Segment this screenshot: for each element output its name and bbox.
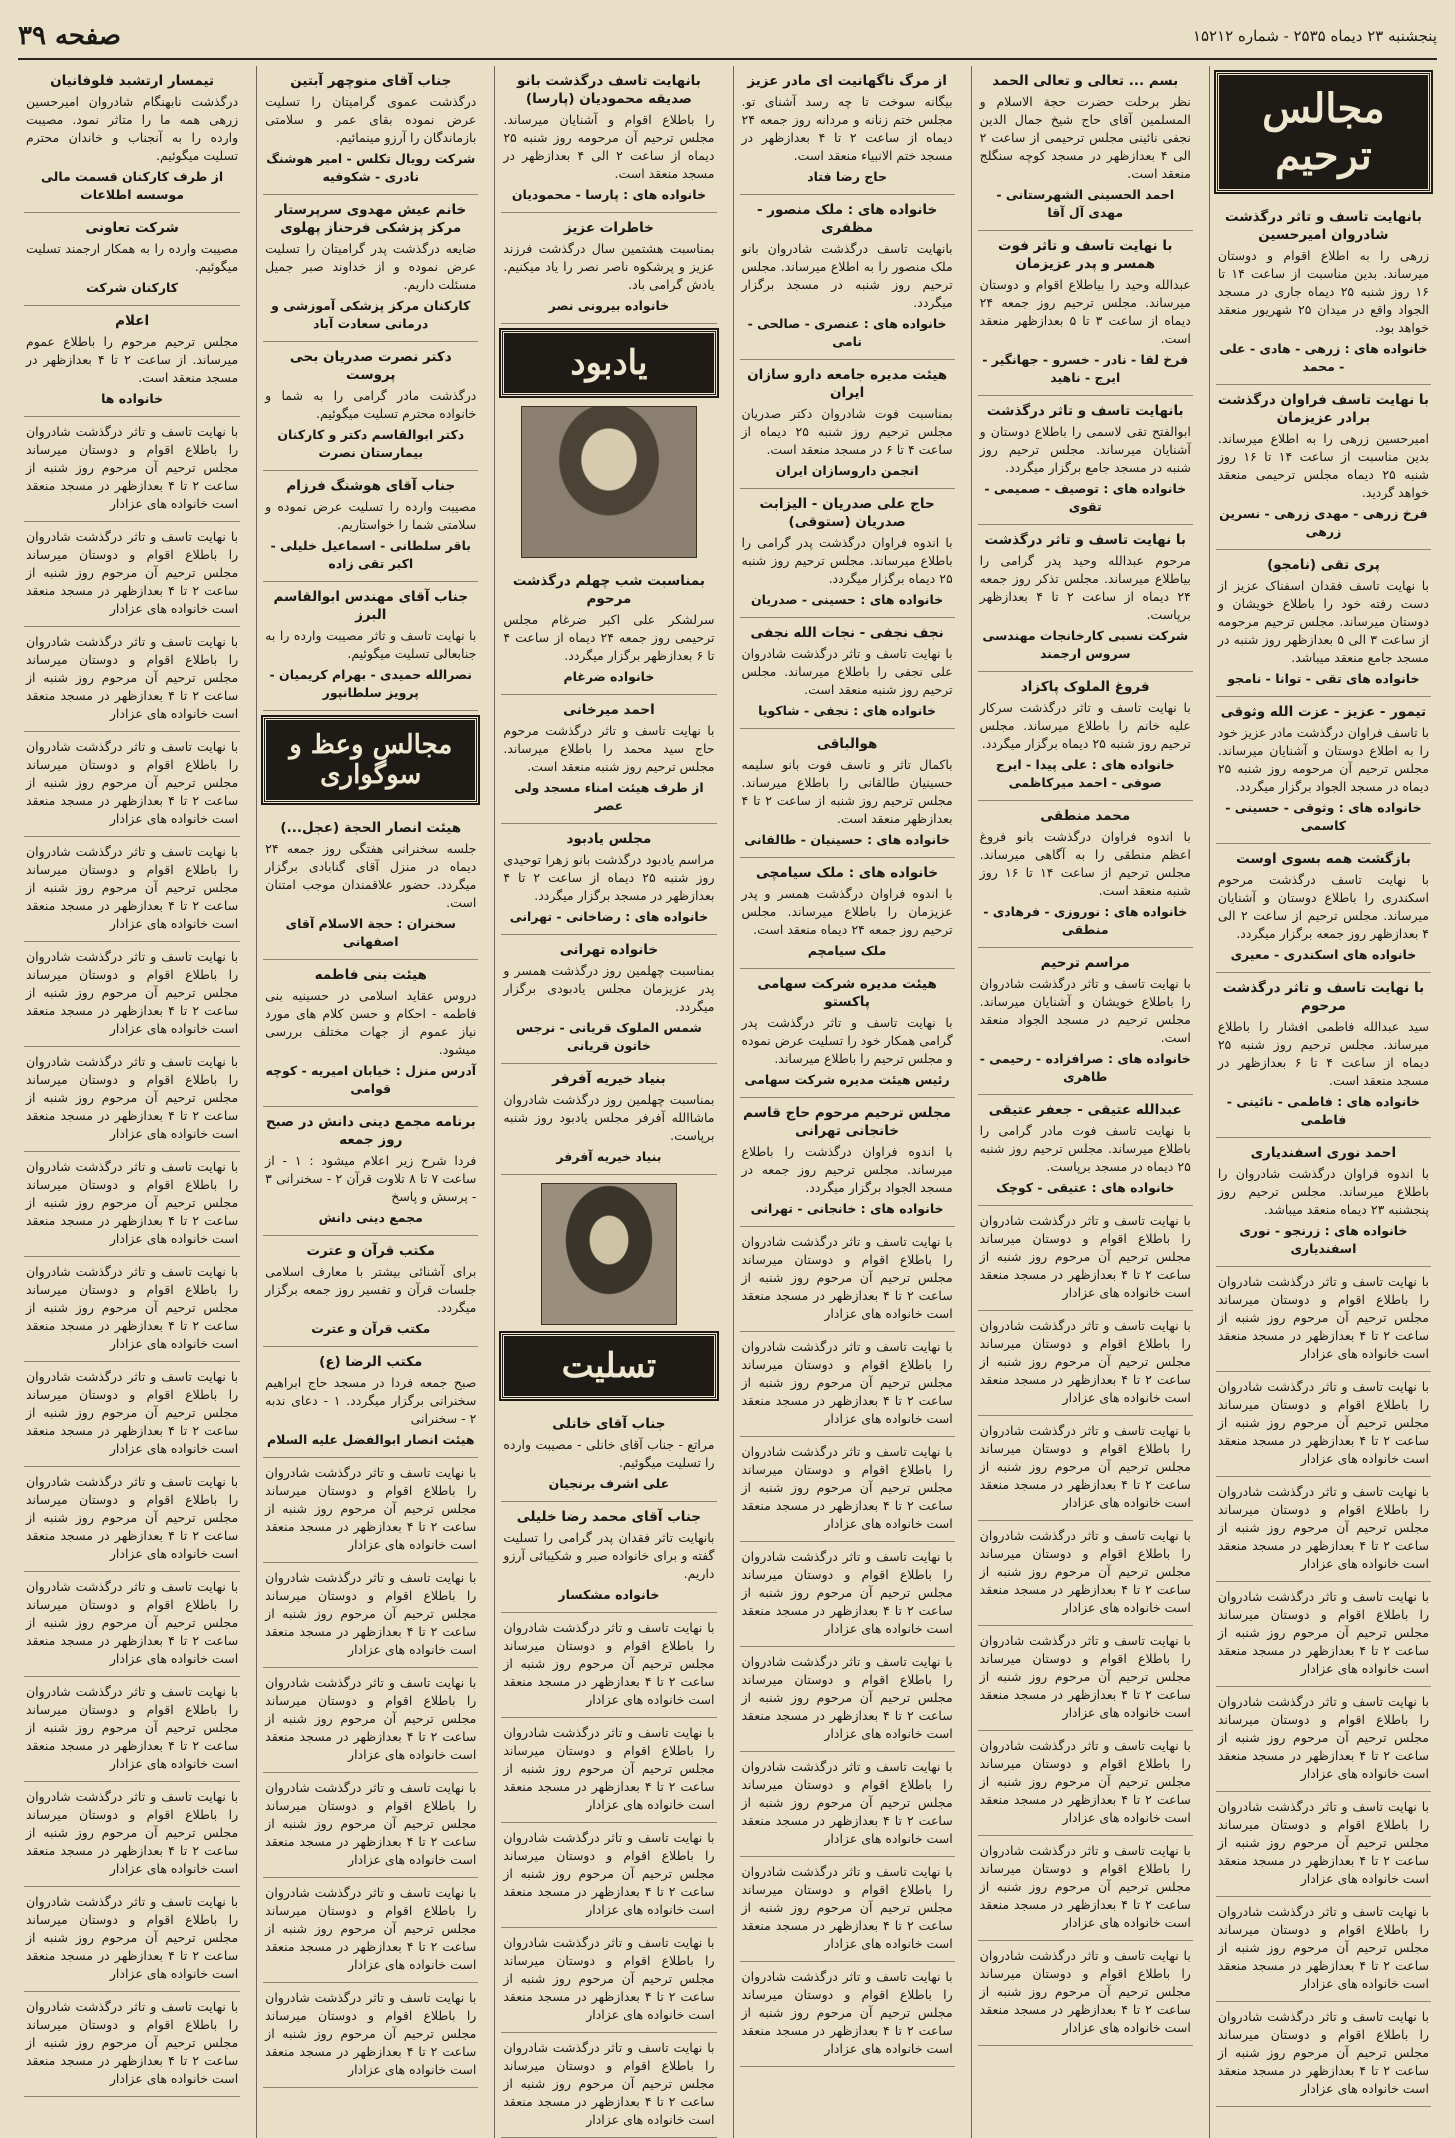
obituary-notice — [263, 342, 478, 471]
obituary-notice — [1216, 973, 1431, 1138]
notice-signature: خانواده بیرونی نصر — [548, 298, 670, 313]
notice-heading: با نهایت تاسف و تاثر فوت همسر و پدر عزیزمان — [998, 238, 1173, 272]
notice-heading: احمد نوری اسفندیاری — [1250, 1145, 1397, 1161]
filler-notice: با نهایت تاسف و تاثر درگذشت شادروان را باطلاع اقوام و دوستان میرساند مجلس ترحیم آن مرحوم روز شنبه از ساعت ۲ تا ۴ بعدازظهر در مسجد منعقد است خانواده های عزادار — [501, 1823, 716, 1928]
notice-heading: خانواده های : ملک سیامچی — [756, 865, 939, 881]
newspaper-page — [18, 14, 1437, 2127]
notice-body: سرلشکر علی اکبر ضرغام مجلس ترحیمی روز جمعه ۲۴ دیماه از ساعت ۴ تا ۶ بعدازظهر برگزار میگردد. — [503, 612, 715, 663]
notice-heading: هوالباقی — [816, 736, 878, 752]
notice-signature: خانواده های : رضاخانی - تهرانی — [509, 909, 709, 924]
notice-heading: جناب آقای مهندس ابوالقاسم البرز — [273, 589, 469, 623]
notice-signature: خانواده های : حسینیان - طالقانی — [744, 832, 950, 847]
obituary-notice — [263, 813, 478, 960]
section-title-majales-tarhim: مجالس ترحیم — [1216, 72, 1431, 192]
notice-list — [263, 66, 478, 711]
obituary-notice — [1216, 1138, 1431, 1267]
obituary-notice — [263, 960, 478, 1107]
filler-notice: با نهایت تاسف و تاثر درگذشت شادروان را باطلاع اقوام و دوستان میرساند مجلس ترحیم آن مرحوم روز شنبه از ساعت ۲ تا ۴ بعدازظهر در مسجد منعقد است خانواده های عزادار — [24, 1257, 240, 1362]
notice-signature: خانواده های : عنصری - صالحی - نامی — [747, 316, 947, 349]
filler-notice: با نهایت تاسف و تاثر درگذشت شادروان را باطلاع اقوام و دوستان میرساند مجلس ترحیم آن مرحوم روز شنبه از ساعت ۲ تا ۴ بعدازظهر در مسجد منعقد است خانواده های عزادار — [978, 1311, 1193, 1416]
notice-list — [24, 66, 240, 417]
filler-notice: با نهایت تاسف و تاثر درگذشت شادروان را باطلاع اقوام و دوستان میرساند مجلس ترحیم آن مرحوم روز شنبه از ساعت ۲ تا ۴ بعدازظهر در مسجد منعقد است خانواده های عزادار — [24, 837, 240, 942]
notice-body: با اندوه فراوان درگذشت را باطلاع میرساند. مجلس ترحیم روز جمعه در مسجد الجواد برگزار میگردد. — [741, 1144, 953, 1195]
notice-body: مرحوم عبدالله وحید پدر گرامی را بیاطلاع میرساند. مجلس تذکر روز جمعه ۲۴ دیماه از ساعت ۲ تا ۴ بعدازظهر برپاست. — [979, 553, 1191, 622]
notice-body: زرهی را به اطلاع اقوام و دوستان میرساند. بدین مناسبت از ساعت ۱۴ تا ۱۶ روز شنبه ۲۵ دیماه جاری در مسجد الجواد واقع در میدان ۲۵ شهریور منعقد خواهد بود. — [1217, 248, 1429, 335]
notice-heading: هیئت مدیره شرکت سهامی پاکستو — [757, 976, 937, 1010]
notice-signature: شمس الملوک قریانی - نرجس خاتون قریانی — [515, 1020, 702, 1053]
notice-heading: احمد میرخانی — [563, 702, 655, 718]
filler-notice: با نهایت تاسف و تاثر درگذشت شادروان را باطلاع اقوام و دوستان میرساند مجلس ترحیم آن مرحوم روز شنبه از ساعت ۲ تا ۴ بعدازظهر در مسجد منعقد است خانواده های عزادار — [24, 1047, 240, 1152]
notice-body: با اندوه فراوان درگذشت بانو فروغ اعظم منطقی را به آگاهی میرساند. مجلس ترحیم از ساعت ۱۴ تا ۱۶ روز شنبه منعقد است. — [979, 829, 1191, 898]
obituary-notice — [263, 1236, 478, 1347]
notice-body: بمناسبت هشتمین سال درگذشت فرزند عزیز و پرشکوه ناصر نصر را یاد میکنیم. یادش گرامی باد. — [503, 241, 715, 292]
column-1 — [1209, 66, 1437, 2138]
notice-heading: محمد منطقی — [1040, 808, 1131, 824]
notice-signature: خانواده های : زرنجو - نوری اسفندیاری — [1239, 1223, 1408, 1256]
notice-signature: خانواده های : توصیف - صمیمی - تقوی — [984, 481, 1187, 514]
filler-notice: با نهایت تاسف و تاثر درگذشت شادروان را باطلاع اقوام و دوستان میرساند مجلس ترحیم آن مرحوم روز شنبه از ساعت ۲ تا ۴ بعدازظهر در مسجد منعقد است خانواده های عزادار — [1216, 1267, 1431, 1372]
notice-heading: مجلس ترحیم مرحوم حاج قاسم خانجانی تهرانی — [743, 1105, 952, 1139]
obituary-notice — [501, 213, 716, 324]
notice-body: امیرحسین زرهی را به اطلاع میرساند. بدین مناسبت از ساعت ۱۴ تا ۱۶ روز شنبه ۲۵ دیماه مجلس ترحیمی منعقد خواهد گردید. — [1217, 431, 1429, 500]
filler-notice: با نهایت تاسف و تاثر درگذشت شادروان را باطلاع اقوام و دوستان میرساند مجلس ترحیم آن مرحوم روز شنبه از ساعت ۲ تا ۴ بعدازظهر در مسجد منعقد است خانواده های عزادار — [740, 1962, 955, 2067]
notice-signature: شرکت رویال تکلس - امیر هوشنگ نادری - شکوفیه — [266, 151, 476, 184]
filler-notice: با نهایت تاسف و تاثر درگذشت شادروان را باطلاع اقوام و دوستان میرساند مجلس ترحیم آن مرحوم روز شنبه از ساعت ۲ تا ۴ بعدازظهر در مسجد منعقد است خانواده های عزادار — [24, 1572, 240, 1677]
notice-list — [978, 66, 1193, 1206]
notice-heading: فروغ الملوک پاکزاد — [1020, 679, 1150, 695]
filler-notice: با نهایت تاسف و تاثر درگذشت شادروان را باطلاع اقوام و دوستان میرساند مجلس ترحیم آن مرحوم روز شنبه از ساعت ۲ تا ۴ بعدازظهر در مسجد منعقد است خانواده های عزادار — [978, 1206, 1193, 1311]
obituary-notice — [740, 1098, 955, 1227]
notice-body: درگذشت مادر گرامی را به شما و خانواده محترم تسلیت میگوئیم. — [265, 388, 477, 421]
notice-body: بیگانه سوخت تا چه رسد آشنای تو. مجلس ختم زنانه و مردانه روز جمعه ۲۴ دیماه از ساعت ۲ تا ۴ بعدازظهر در مسجد ختم الانبیاء منعقد است. — [741, 94, 953, 163]
portrait-photo — [541, 1183, 676, 1325]
filler-notice: با نهایت تاسف و تاثر درگذشت شادروان را باطلاع اقوام و دوستان میرساند مجلس ترحیم آن مرحوم روز شنبه از ساعت ۲ تا ۴ بعدازظهر در مسجد منعقد است خانواده های عزادار — [740, 1647, 955, 1752]
filler-notice: با نهایت تاسف و تاثر درگذشت شادروان را باطلاع اقوام و دوستان میرساند مجلس ترحیم آن مرحوم روز شنبه از ساعت ۲ تا ۴ بعدازظهر در مسجد منعقد است خانواده های عزادار — [1216, 1372, 1431, 1477]
filler-notice: با نهایت تاسف و تاثر درگذشت شادروان را باطلاع اقوام و دوستان میرساند مجلس ترحیم آن مرحوم روز شنبه از ساعت ۲ تا ۴ بعدازظهر در مسجد منعقد است خانواده های عزادار — [501, 1718, 716, 1823]
notice-signature: دکتر ابوالقاسم دکتر و کارکنان بیمارستان نصرت — [277, 427, 465, 460]
notice-body: با تاسف فراوان درگذشت مادر عزیز خود را به اطلاع دوستان و آشنایان میرساند. مجلس ترحیم آن مرحومه روز شنبه ۲۵ دیماه در مسجد الجواد برگزار میگردد. — [1217, 725, 1429, 794]
obituary-notice — [740, 66, 955, 195]
notice-heading: خانواده های : ملک منصور - مظفری — [756, 202, 938, 236]
filler-notice: با نهایت تاسف و تاثر درگذشت شادروان را باطلاع اقوام و دوستان میرساند مجلس ترحیم آن مرحوم روز شنبه از ساعت ۲ تا ۴ بعدازظهر در مسجد منعقد است خانواده های عزادار — [740, 1857, 955, 1962]
obituary-notice — [978, 672, 1193, 801]
notice-body: جلسه سخنرانی هفتگی روز جمعه ۲۴ دیماه در منزل آقای گنابادی برگزار میگردد. حضور علاقمندان موجب امتنان است. — [265, 841, 477, 910]
obituary-notice — [501, 1409, 716, 1502]
portrait-photo — [521, 406, 696, 558]
obituary-notice — [1216, 697, 1431, 844]
notice-signature: فرخ زرهی - مهدی زرهی - نسرین زرهی — [1219, 506, 1428, 539]
filler-notice: با نهایت تاسف و تاثر درگذشت شادروان را باطلاع اقوام و دوستان میرساند مجلس ترحیم آن مرحوم روز شنبه از ساعت ۲ تا ۴ بعدازظهر در مسجد منعقد است خانواده های عزادار — [24, 1992, 240, 2097]
obituary-notice — [1216, 550, 1431, 697]
notice-heading: با نهایت تاسف و تاثر درگذشت مرحوم — [1222, 980, 1425, 1014]
notice-signature: شرکت نسبی کارخانجات مهندسی سروس ارجمند — [982, 628, 1189, 661]
notice-signature: کارکنان مرکز پزشکی آموزشی و درمانی سعادت آباد — [271, 298, 471, 331]
column-3 — [733, 66, 961, 2138]
obituary-notice — [501, 695, 716, 824]
notice-signature: خانواده های : علی پیدا - ایرج صوفی - احمد میرکاظمی — [995, 757, 1175, 790]
notice-body: با نهایت تاسف فقدان اسفناک عزیز از دست رفته خود را باطلاع خویشان و دوستان میرساند. مجلس ترحیم مرحومه از ساعت ۳ الی ۵ بعدازظهر روز شنبه در مسجد جامع منعقد میباشد. — [1217, 578, 1429, 665]
obituary-notice — [978, 231, 1193, 396]
obituary-notice — [740, 729, 955, 858]
filler-notice: با نهایت تاسف و تاثر درگذشت شادروان را باطلاع اقوام و دوستان میرساند مجلس ترحیم آن مرحوم روز شنبه از ساعت ۲ تا ۴ بعدازظهر در مسجد منعقد است خانواده های عزادار — [740, 1332, 955, 1437]
filler-notice: با نهایت تاسف و تاثر درگذشت شادروان را باطلاع اقوام و دوستان میرساند مجلس ترحیم آن مرحوم روز شنبه از ساعت ۲ تا ۴ بعدازظهر در مسجد منعقد است خانواده های عزادار — [740, 1752, 955, 1857]
notice-signature: احمد الحسینی الشهرستانی - مهدی آل آقا — [996, 187, 1175, 220]
filler-notice: با نهایت تاسف و تاثر درگذشت شادروان را باطلاع اقوام و دوستان میرساند مجلس ترحیم آن مرحوم روز شنبه از ساعت ۲ تا ۴ بعدازظهر در مسجد منعقد است خانواده های عزادار — [1216, 1687, 1431, 1792]
notice-signature: خانواده های : عتیقی - کوچک — [996, 1180, 1175, 1195]
notice-signature: خانواده های : نجفی - شاکویا — [758, 703, 937, 718]
obituary-notice — [740, 858, 955, 969]
obituary-notice — [501, 566, 716, 695]
notice-heading: جناب آقای منوچهر آبتین — [290, 73, 452, 89]
filler-notice: با نهایت تاسف و تاثر درگذشت شادروان را باطلاع اقوام و دوستان میرساند مجلس ترحیم آن مرحوم روز شنبه از ساعت ۲ تا ۴ بعدازظهر در مسجد منعقد است خانواده های عزادار — [740, 1227, 955, 1332]
filler-notice: با نهایت تاسف و تاثر درگذشت شادروان را باطلاع اقوام و دوستان میرساند مجلس ترحیم آن مرحوم روز شنبه از ساعت ۲ تا ۴ بعدازظهر در مسجد منعقد است خانواده های عزادار — [263, 1878, 478, 1983]
notice-body: با اندوه فراوان درگذشت شادروان را باطلاع میرساند. مجلس ترحیم روز پنجشنبه ۲۳ دیماه منعقد میباشد. — [1217, 1166, 1429, 1217]
columns-grid — [18, 66, 1437, 2127]
page-header — [18, 14, 1437, 60]
notice-signature: بنیاد خیریه آفرفر — [556, 1149, 662, 1164]
notice-heading: خانواده تهرانی — [559, 942, 659, 958]
notice-heading: مکتب قرآن و عترت — [306, 1243, 436, 1259]
notice-body: مراتع - جناب آقای خانلی - مصیبت وارده را تسلیت میگوئیم. — [503, 1437, 715, 1470]
obituary-notice — [1216, 844, 1431, 973]
filler-notice: با نهایت تاسف و تاثر درگذشت شادروان را باطلاع اقوام و دوستان میرساند مجلس ترحیم آن مرحوم روز شنبه از ساعت ۲ تا ۴ بعدازظهر در مسجد منعقد است خانواده های عزادار — [24, 1152, 240, 1257]
obituary-notice — [978, 525, 1193, 672]
notice-body: فردا شرح زیر اعلام میشود : ۱ - از ساعت ۷ تا ۸ تلاوت قرآن ۲ - سخنرانی ۳ - پرسش و پاسخ — [265, 1153, 477, 1204]
filler-notice: با نهایت تاسف و تاثر درگذشت شادروان را باطلاع اقوام و دوستان میرساند مجلس ترحیم آن مرحوم روز شنبه از ساعت ۲ تا ۴ بعدازظهر در مسجد منعقد است خانواده های عزادار — [978, 1941, 1193, 2046]
obituary-notice — [501, 824, 716, 935]
notice-signature: خانواده ها — [101, 391, 164, 406]
notice-list — [1216, 202, 1431, 1267]
notice-body: باکمال تاثر و تاسف فوت بانو سلیمه حسینیان طالقانی را باطلاع میرساند. مجلس ترحیم روز شنبه از ساعت ۲ تا ۴ بعدازظهر منعقد است. — [741, 757, 953, 826]
notice-body: سید عبدالله فاطمی افشار را باطلاع میرساند. مجلس ترحیم روز شنبه ۲۵ دیماه از ساعت ۴ تا ۶ بعدازظهر در مسجد منعقد است. — [1217, 1019, 1430, 1088]
obituary-notice — [501, 935, 716, 1064]
notice-heading: بسم ... تعالی و تعالی الحمد — [992, 73, 1179, 89]
notice-signature: از طرف هیئت امناء مسجد ولی عصر — [514, 780, 704, 813]
notice-body: مصیبت وارده را تسلیت عرض نموده و سلامتی شما را خواستاریم. — [265, 499, 477, 532]
obituary-notice — [1216, 385, 1431, 550]
section-title-yadbood: یادبود — [501, 330, 716, 396]
obituary-notice — [263, 582, 478, 711]
filler-notice: با نهایت تاسف و تاثر درگذشت شادروان را باطلاع اقوام و دوستان میرساند مجلس ترحیم آن مرحوم روز شنبه از ساعت ۲ تا ۴ بعدازظهر در مسجد منعقد است خانواده های عزادار — [24, 942, 240, 1047]
filler-notice: با نهایت تاسف و تاثر درگذشت شادروان را باطلاع اقوام و دوستان میرساند مجلس ترحیم آن مرحوم روز شنبه از ساعت ۲ تا ۴ بعدازظهر در مسجد منعقد است خانواده های عزادار — [24, 1467, 240, 1572]
notice-signature: خانواده های اسکندری - معیری — [1230, 947, 1417, 962]
notice-signature: خانواده های : وثوقی - حسینی - کاسمی — [1225, 800, 1422, 833]
notice-body: مراسم یادبود درگذشت بانو زهرا توحیدی روز شنبه ۲۵ دیماه از ساعت ۲ تا ۴ بعدازظهر در مسجد برگزار میگردد. — [503, 852, 715, 903]
issue-date: پنجشنبه ۲۳ دیماه ۲۵۳۵ - شماره ۱۵۲۱۲ — [1192, 27, 1437, 45]
notice-heading: نجف نجفی - نجات الله نجفی — [750, 625, 944, 641]
filler-notice: با نهایت تاسف و تاثر درگذشت شادروان را باطلاع اقوام و دوستان میرساند مجلس ترحیم آن مرحوم روز شنبه از ساعت ۲ تا ۴ بعدازظهر در مسجد منعقد است خانواده های عزادار — [978, 1521, 1193, 1626]
obituary-notice — [978, 66, 1193, 231]
filler-notice: با نهایت تاسف و تاثر درگذشت شادروان را باطلاع اقوام و دوستان میرساند مجلس ترحیم آن مرحوم روز شنبه از ساعت ۲ تا ۴ بعدازظهر در مسجد منعقد است خانواده های عزادار — [501, 1613, 716, 1718]
notice-body: با نهایت تاسف درگذشت مرحوم اسکندری را باطلاع دوستان و آشنایان میرساند. مجلس ترحیم از ساعت ۲ الی ۴ بعدازظهر روز جمعه برگزار میگردد. — [1217, 872, 1429, 941]
notice-heading: اعلام — [115, 313, 150, 329]
notice-heading: با نهایت تاسف و تاثر درگذشت — [984, 532, 1186, 548]
obituary-notice — [740, 195, 955, 360]
notice-signature: خانواده های : زرهی - هادی - علی - محمد — [1219, 341, 1428, 374]
notice-signature: علی اشرف برنجیان — [548, 1476, 670, 1491]
notice-signature: خانواده های : خانجانی - تهرانی — [750, 1201, 944, 1216]
notice-signature: خانواده های : نوروزی - فرهادی - منطقی — [983, 904, 1188, 937]
filler-notice: با نهایت تاسف و تاثر درگذشت شادروان را باطلاع اقوام و دوستان میرساند مجلس ترحیم آن مرحوم روز شنبه از ساعت ۲ تا ۴ بعدازظهر در مسجد منعقد است خانواده های عزادار — [24, 1677, 240, 1782]
notice-heading: تیمسار ارتشبد فلوفانیان — [50, 73, 215, 89]
notice-heading: هیئت انصار الحجة (عجل...) — [280, 820, 462, 836]
notice-body: دروس عقاید اسلامی در حسینیه بنی فاطمه - احکام و حسن کلام های مورد نیاز عموم از جهات مختلف بررسی میشود. — [265, 988, 477, 1057]
filler-notice: با نهایت تاسف و تاثر درگذشت شادروان را باطلاع اقوام و دوستان میرساند مجلس ترحیم آن مرحوم روز شنبه از ساعت ۲ تا ۴ بعدازظهر در مسجد منعقد است خانواده های عزادار — [24, 1362, 240, 1467]
notice-heading: پری تقی (نامجو) — [1267, 557, 1380, 573]
column-5 — [256, 66, 484, 2138]
notice-heading: بانهایت تاسف و تاثر درگذشت — [986, 403, 1184, 419]
notice-list — [263, 813, 478, 1458]
filler-notice: با نهایت تاسف و تاثر درگذشت شادروان را باطلاع اقوام و دوستان میرساند مجلس ترحیم آن مرحوم روز شنبه از ساعت ۲ تا ۴ بعدازظهر در مسجد منعقد است خانواده های عزادار — [263, 1668, 478, 1773]
filler-notice: با نهایت تاسف و تاثر درگذشت شادروان را باطلاع اقوام و دوستان میرساند مجلس ترحیم آن مرحوم روز شنبه از ساعت ۲ تا ۴ بعدازظهر در مسجد منعقد است خانواده های عزادار — [978, 1626, 1193, 1731]
notice-heading: خاطرات عزیز — [563, 220, 654, 236]
filler-notice: با نهایت تاسف و تاثر درگذشت شادروان را باطلاع اقوام و دوستان میرساند مجلس ترحیم آن مرحوم روز شنبه از ساعت ۲ تا ۴ بعدازظهر در مسجد منعقد است خانواده های عزادار — [1216, 2002, 1431, 2107]
filler-notice: با نهایت تاسف و تاثر درگذشت شادروان را باطلاع اقوام و دوستان میرساند مجلس ترحیم آن مرحوم روز شنبه از ساعت ۲ تا ۴ بعدازظهر در مسجد منعقد است خانواده های عزادار — [978, 1416, 1193, 1521]
filler-notice: با نهایت تاسف و تاثر درگذشت شادروان را باطلاع اقوام و دوستان میرساند مجلس ترحیم آن مرحوم روز شنبه از ساعت ۲ تا ۴ بعدازظهر در مسجد منعقد است خانواده های عزادار — [263, 1458, 478, 1563]
obituary-notice — [978, 801, 1193, 948]
notice-heading: از مرگ ناگهانیت ای مادر عزیز — [747, 73, 947, 89]
obituary-notice — [978, 1095, 1193, 1206]
filler-notice: با نهایت تاسف و تاثر درگذشت شادروان را باطلاع اقوام و دوستان میرساند مجلس ترحیم آن مرحوم روز شنبه از ساعت ۲ تا ۴ بعدازظهر در مسجد منعقد است خانواده های عزادار — [740, 1542, 955, 1647]
notice-list — [501, 66, 716, 324]
notice-heading: دکتر نصرت صدریان بحی پروست — [289, 349, 452, 383]
notice-heading: بمناسبت شب چهلم درگذشت مرحوم — [512, 573, 705, 607]
notice-signature: خانواده های : صرافزاده - رحیمی - طاهری — [979, 1051, 1191, 1084]
notice-signature: خانواده مشکسار — [558, 1587, 660, 1602]
notice-body: بانهایت تاسف درگذشت شادروان بانو ملک منصور را به اطلاع میرساند. مجلس ترحیم روز شنبه در مسجد برگزار میگردد. — [741, 241, 953, 310]
notice-body: با نهایت تاسف و تاثر درگذشت شادروان را باطلاع خویشان و آشنایان میرساند. مجلس ترحیم در مسجد الجواد منعقد است. — [979, 976, 1191, 1045]
notice-body: بمناسبت چهلمین روز درگذشت همسر و پدر عزیزمان مجلس یادبودی برگزار میگردد. — [503, 963, 715, 1014]
obituary-notice — [263, 471, 478, 582]
filler-notice: با نهایت تاسف و تاثر درگذشت شادروان را باطلاع اقوام و دوستان میرساند مجلس ترحیم آن مرحوم روز شنبه از ساعت ۲ تا ۴ بعدازظهر در مسجد منعقد است خانواده های عزادار — [24, 732, 240, 837]
obituary-notice — [740, 618, 955, 729]
notice-body: با نهایت تاسف و تاثر درگذشت مرحوم حاج سید محمد را باطلاع میرساند. مجلس ترحیم روز شنبه منعقد است. — [503, 723, 715, 774]
notice-heading: بنیاد خیریه آفرفر — [552, 1071, 666, 1087]
obituary-notice — [263, 195, 478, 342]
filler-notice: با نهایت تاسف و تاثر درگذشت شادروان را باطلاع اقوام و دوستان میرساند مجلس ترحیم آن مرحوم روز شنبه از ساعت ۲ تا ۴ بعدازظهر در مسجد منعقد است خانواده های عزادار — [1216, 1477, 1431, 1582]
notice-heading: خانم عیش مهدوی سرپرستار مرکز پزشکی فرحناز پهلوی — [275, 202, 467, 236]
filler-notice: با نهایت تاسف و تاثر درگذشت شادروان را باطلاع اقوام و دوستان میرساند مجلس ترحیم آن مرحوم روز شنبه از ساعت ۲ تا ۴ بعدازظهر در مسجد منعقد است خانواده های عزادار — [978, 1731, 1193, 1836]
notice-body: با نهایت تاسف و تاثر درگذشت سرکار علیه خانم را باطلاع میرساند. مجلس ترحیم روز شنبه ۲۵ دیماه برگزار میگردد. — [979, 700, 1191, 751]
notice-body: درگذشت عموی گرامیتان را تسلیت عرض نموده بقای عمر و سلامتی بازماندگان را آرزو مینمائیم. — [265, 94, 477, 145]
obituary-notice — [24, 306, 240, 417]
notice-heading: هیئت بنی فاطمه — [314, 967, 427, 983]
obituary-notice — [978, 396, 1193, 525]
notice-list — [501, 1409, 716, 1613]
notice-signature: ملک سیامچم — [807, 943, 887, 958]
notice-signature: از طرف کارکنان قسمت مالی موسسه اطلاعات — [41, 169, 224, 202]
notice-heading: بازگشت همه بسوی اوست — [1236, 851, 1411, 867]
filler-notice: با نهایت تاسف و تاثر درگذشت شادروان را باطلاع اقوام و دوستان میرساند مجلس ترحیم آن مرحوم روز شنبه از ساعت ۲ تا ۴ بعدازظهر در مسجد منعقد است خانواده های عزادار — [263, 1563, 478, 1668]
notice-heading: مکتب الرضا (ع) — [319, 1354, 423, 1370]
obituary-notice — [24, 66, 240, 213]
notice-heading: برنامه مجمع دینی دانش در صبح روز جمعه — [265, 1114, 476, 1148]
notice-body: نظر برحلت حضرت حجة الاسلام و المسلمین آقای حاج شیخ جمال الدین نجفی نائینی مجلس ترحیمی از ساعت ۲ الی ۴ بعدازظهر در مسجد کوچه سنگلج منعقد است. — [979, 94, 1191, 181]
notice-heading: بانهایت تاسف درگذشت بانو صدیقه محمودیان (پارسا) — [517, 73, 701, 107]
section-title-tasliat: تسلیت — [501, 1333, 716, 1399]
notice-body: با نهایت تاسف و تاثر درگذشت شادروان علی نجفی را باطلاع میرساند. مجلس ترحیم روز شنبه منعقد است. — [741, 646, 953, 697]
notice-body: با اندوه فراوان درگذشت همسر و پدر عزیزمان را باطلاع میرساند. مجلس ترحیم روز جمعه ۲۴ دیماه منعقد است. — [741, 886, 953, 937]
notice-heading: بانهایت تاسف و تاثر درگذشت شادروان امیرحسین — [1225, 209, 1422, 243]
notice-signature: مجمع دینی دانش — [318, 1210, 423, 1225]
notice-signature: باقر سلطانی - اسماعیل خلیلی - اکبر تقی زاده — [270, 538, 472, 571]
notice-heading: جناب آقای هوشنگ فرزام — [286, 478, 456, 494]
notice-heading: حاج علی صدریان - الیزابت صدریان (ستوقی) — [759, 496, 935, 530]
notice-body: با نهایت تاسف فوت مادر گرامی را باطلاع میرساند. مجلس ترحیم روز شنبه ۲۵ دیماه در مسجد برپاست. — [979, 1123, 1191, 1174]
filler-notice: با نهایت تاسف و تاثر درگذشت شادروان را باطلاع اقوام و دوستان میرساند مجلس ترحیم آن مرحوم روز شنبه از ساعت ۲ تا ۴ بعدازظهر در مسجد منعقد است خانواده های عزادار — [501, 2033, 716, 2138]
notice-body: با اندوه فراوان درگذشت پدر گرامی را باطلاع میرساند. مجلس ترحیم روز شنبه ۲۵ دیماه برگزار میگردد. — [741, 535, 953, 586]
filler-notice: با نهایت تاسف و تاثر درگذشت شادروان را باطلاع اقوام و دوستان میرساند مجلس ترحیم آن مرحوم روز شنبه از ساعت ۲ تا ۴ بعدازظهر در مسجد منعقد است خانواده های عزادار — [1216, 1792, 1431, 1897]
filler-notice: با نهایت تاسف و تاثر درگذشت شادروان را باطلاع اقوام و دوستان میرساند مجلس ترحیم آن مرحوم روز شنبه از ساعت ۲ تا ۴ بعدازظهر در مسجد منعقد است خانواده های عزادار — [263, 1773, 478, 1878]
notice-signature: انجمن داروسازان ایران — [775, 463, 919, 478]
obituary-notice — [263, 66, 478, 195]
notice-heading: تیمور - عزیز - عزت الله وثوقی — [1220, 704, 1427, 720]
obituary-notice — [1216, 202, 1431, 385]
obituary-notice — [501, 1502, 716, 1613]
notice-body: با نهایت تاسف و تاثر درگذشت پدر گرامی همکار خود را تسلیت عرض نموده و مجلس ترحیم را باطلاع میرساند. — [741, 1015, 953, 1066]
column-4 — [494, 66, 722, 2138]
notice-signature: حاج رضا فتاد — [807, 169, 887, 184]
notice-body: را باطلاع اقوام و آشنایان میرساند. مجلس ترحیم آن مرحومه روز شنبه ۲۵ دیماه از ساعت ۲ الی ۴ بعدازظهر در مسجد منعقد است. — [503, 112, 715, 181]
filler-notice: با نهایت تاسف و تاثر درگذشت شادروان را باطلاع اقوام و دوستان میرساند مجلس ترحیم آن مرحوم روز شنبه از ساعت ۲ تا ۴ بعدازظهر در مسجد منعقد است خانواده های عزادار — [1216, 1582, 1431, 1687]
notice-body: مجلس ترحیم مرحوم را باطلاع عموم میرساند. از ساعت ۲ تا ۴ بعدازظهر در مسجد منعقد است. — [26, 334, 239, 385]
notice-signature: آدرس منزل : خیابان امیریه - کوچه قوامی — [265, 1063, 477, 1096]
notice-heading: با نهایت تاسف فراوان درگذشت برادر عزیزمان — [1217, 392, 1429, 426]
notice-list — [740, 66, 955, 1227]
notice-signature: سخنران : حجة الاسلام آقای اصفهانی — [285, 916, 456, 949]
section-title-majales-vaz: مجالس وعظ و سوگواری — [263, 717, 478, 803]
obituary-notice — [263, 1347, 478, 1458]
obituary-notice — [978, 948, 1193, 1095]
filler-notice: با نهایت تاسف و تاثر درگذشت شادروان را باطلاع اقوام و دوستان میرساند مجلس ترحیم آن مرحوم روز شنبه از ساعت ۲ تا ۴ بعدازظهر در مسجد منعقد است خانواده های عزادار — [24, 1887, 240, 1992]
notice-list — [501, 566, 716, 1175]
page-number: صفحه ۳۹ — [18, 21, 121, 51]
filler-notice: با نهایت تاسف و تاثر درگذشت شادروان را باطلاع اقوام و دوستان میرساند مجلس ترحیم آن مرحوم روز شنبه از ساعت ۲ تا ۴ بعدازظهر در مسجد منعقد است خانواده های عزادار — [978, 1836, 1193, 1941]
notice-body: ابوالفتح تقی لاسمی را باطلاع دوستان و آشنایان میرساند. مجلس ترحیم روز شنبه در مسجد جامع برگزار میگردد. — [979, 424, 1191, 475]
notice-signature: خانواده ضرغام — [563, 669, 655, 684]
notice-signature: فرخ لقا - نادر - خسرو - جهانگیر - ایرج - ناهید — [982, 352, 1189, 385]
notice-signature: خانواده های : فاطمی - نائینی - فاطمی — [1226, 1094, 1421, 1127]
filler-notice: با نهایت تاسف و تاثر درگذشت شادروان را باطلاع اقوام و دوستان میرساند مجلس ترحیم آن مرحوم روز شنبه از ساعت ۲ تا ۴ بعدازظهر در مسجد منعقد است خانواده های عزادار — [1216, 1897, 1431, 2002]
notice-signature: هیئت انصار ابوالفضل علیه السلام — [266, 1432, 475, 1447]
notice-body: بمناسبت چهلمین روز درگذشت شادروان ماشاالله آفرفر مجلس یادبود روز شنبه برپاست. — [503, 1092, 715, 1143]
filler-notice: با نهایت تاسف و تاثر درگذشت شادروان را باطلاع اقوام و دوستان میرساند مجلس ترحیم آن مرحوم روز شنبه از ساعت ۲ تا ۴ بعدازظهر در مسجد منعقد است خانواده های عزادار — [263, 1983, 478, 2088]
filler-notice: با نهایت تاسف و تاثر درگذشت شادروان را باطلاع اقوام و دوستان میرساند مجلس ترحیم آن مرحوم روز شنبه از ساعت ۲ تا ۴ بعدازظهر در مسجد منعقد است خانواده های عزادار — [740, 1437, 955, 1542]
notice-body: درگذشت نابهنگام شادروان امیرحسین زرهی همه ما را متاثر نمود. مصیبت وارده را به آنجناب و خاندان محترم تسلیت میگوئیم. — [26, 94, 239, 163]
notice-heading: شرکت تعاونی — [85, 220, 179, 236]
filler-notice: با نهایت تاسف و تاثر درگذشت شادروان را باطلاع اقوام و دوستان میرساند مجلس ترحیم آن مرحوم روز شنبه از ساعت ۲ تا ۴ بعدازظهر در مسجد منعقد است خانواده های عزادار — [501, 1928, 716, 2033]
obituary-notice — [501, 66, 716, 213]
obituary-notice — [263, 1107, 478, 1236]
notice-signature: کارکنان شرکت — [86, 280, 178, 295]
column-6 — [18, 66, 246, 2138]
notice-body: ضایعه درگذشت پدر گرامیتان را تسلیت عرض نموده و از خداوند صبر جمیل مسئلت داریم. — [265, 241, 477, 292]
notice-body: بمناسبت فوت شادروان دکتر صدریان مجلس ترحیم روز شنبه ۲۵ دیماه از ساعت ۴ تا ۶ در مسجد منعقد است. — [741, 406, 953, 457]
notice-signature: رئیس هیئت مدیره شرکت سهامی — [744, 1072, 950, 1087]
notice-signature: نصرالله حمیدی - بهرام کریمیان - پرویز سلطانپور — [269, 667, 473, 700]
notice-signature: خانواده های : پارسا - محمودیان — [511, 187, 706, 202]
notice-body: صبح جمعه فردا در مسجد حاج ابراهیم سخنرانی برگزار میگردد. ۱ - دعای ندبه ۲ - سخنرانی — [265, 1375, 477, 1426]
obituary-notice — [740, 489, 955, 618]
notice-body: برای آشنائی بیشتر با معارف اسلامی جلسات قرآن و تفسیر روز جمعه برگزار میگردد. — [265, 1264, 477, 1315]
notice-body: بانهایت تاثر فقدان پدر گرامی را تسلیت گفته و برای خانواده صبر و شکیبائی آرزو داریم. — [503, 1530, 715, 1581]
obituary-notice — [740, 360, 955, 489]
filler-notice: با نهایت تاسف و تاثر درگذشت شادروان را باطلاع اقوام و دوستان میرساند مجلس ترحیم آن مرحوم روز شنبه از ساعت ۲ تا ۴ بعدازظهر در مسجد منعقد است خانواده های عزادار — [24, 417, 240, 522]
obituary-notice — [740, 969, 955, 1098]
obituary-notice — [501, 1064, 716, 1175]
notice-body: با نهایت تاسف و تاثر مصیبت وارده را به جنابعالی تسلیت میگوئیم. — [265, 628, 477, 661]
notice-heading: مراسم ترحیم — [1040, 955, 1130, 971]
filler-notice: با نهایت تاسف و تاثر درگذشت شادروان را باطلاع اقوام و دوستان میرساند مجلس ترحیم آن مرحوم روز شنبه از ساعت ۲ تا ۴ بعدازظهر در مسجد منعقد است خانواده های عزادار — [24, 627, 240, 732]
notice-body: مصیبت وارده را به همکار ارجمند تسلیت میگوئیم. — [26, 241, 239, 274]
notice-body: عبدالله وحید را بیاطلاع اقوام و دوستان میرساند. مجلس ترحیم روز جمعه ۲۴ دیماه از ساعت ۳ تا ۵ بعدازظهر منعقد است. — [979, 277, 1191, 346]
column-2 — [971, 66, 1199, 2138]
notice-heading: عبدالله عتیقی - جعفر عتیقی — [988, 1102, 1182, 1118]
notice-signature: خانواده های : حسینی - صدریان — [750, 592, 944, 607]
filler-notice: با نهایت تاسف و تاثر درگذشت شادروان را باطلاع اقوام و دوستان میرساند مجلس ترحیم آن مرحوم روز شنبه از ساعت ۲ تا ۴ بعدازظهر در مسجد منعقد است خانواده های عزادار — [24, 522, 240, 627]
notice-heading: مجلس یادبود — [566, 831, 652, 847]
notice-heading: جناب آقای محمد رضا خلیلی — [516, 1509, 702, 1525]
notice-signature: مکتب قرآن و عترت — [311, 1321, 431, 1336]
obituary-notice — [24, 213, 240, 306]
notice-heading: هیئت مدیره جامعه دارو سازان ایران — [747, 367, 948, 401]
notice-signature: خانواده های تقی - توانا - نامجو — [1227, 671, 1420, 686]
filler-notice: با نهایت تاسف و تاثر درگذشت شادروان را باطلاع اقوام و دوستان میرساند مجلس ترحیم آن مرحوم روز شنبه از ساعت ۲ تا ۴ بعدازظهر در مسجد منعقد است خانواده های عزادار — [24, 1782, 240, 1887]
notice-heading: جناب آقای خانلی — [552, 1416, 666, 1432]
